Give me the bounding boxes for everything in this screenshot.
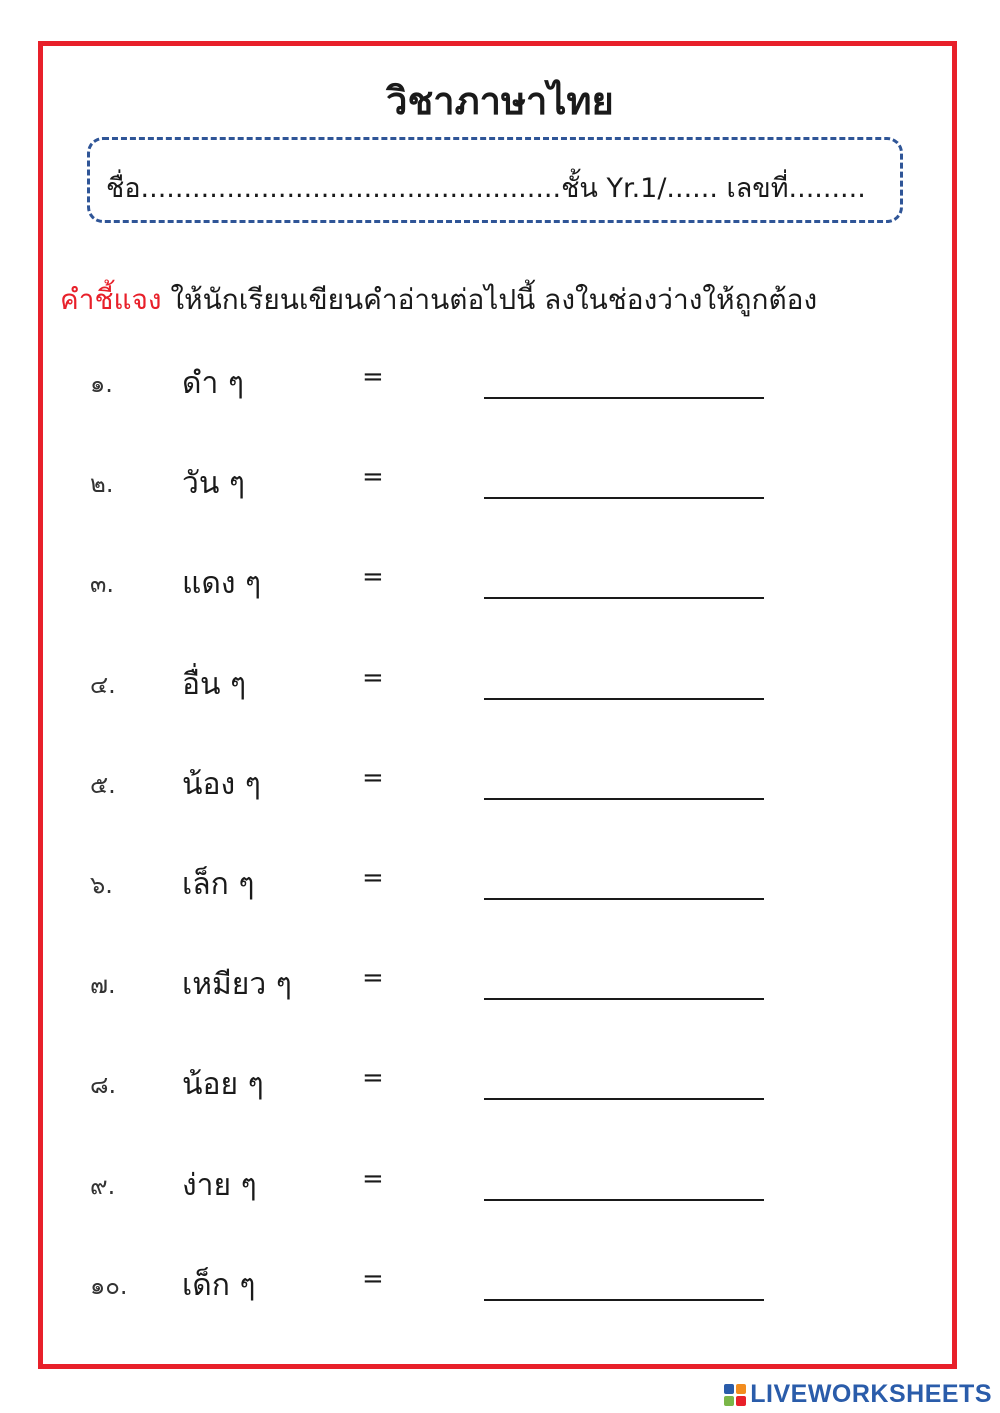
item-number: ๑๐. (90, 1271, 128, 1300)
equals-sign: = (362, 1163, 384, 1194)
item-word: เด็ก ๆ (182, 1267, 256, 1303)
item-number: ๗. (90, 971, 116, 1000)
answer-blank[interactable] (484, 597, 764, 599)
watermark-brand: LIVEWORKSHEETS (750, 1380, 992, 1408)
equals-sign: = (362, 362, 384, 392)
item-word: ดำ ๆ (182, 366, 244, 401)
item-number: ๖. (90, 870, 113, 899)
answer-blank[interactable] (484, 1199, 764, 1201)
equals-sign: = (362, 1263, 384, 1294)
equals-sign: = (362, 662, 384, 693)
equals-sign: = (362, 1063, 384, 1094)
exercise-item (0, 560, 1000, 660)
item-number: ๒. (90, 470, 114, 499)
answer-blank[interactable] (484, 898, 764, 900)
exercise-item (0, 360, 1000, 460)
item-word: เหมียว ๆ (182, 967, 292, 1003)
liveworksheets-logo-icon (724, 1384, 746, 1406)
item-word: น้อง ๆ (182, 766, 261, 802)
worksheet-title: วิชาภาษาไทย (386, 79, 614, 123)
exercise-item (0, 1262, 1000, 1362)
item-word: ง่าย ๆ (182, 1167, 257, 1203)
equals-sign: = (362, 963, 384, 994)
instruction (60, 278, 817, 322)
exercise-list (0, 360, 1000, 1362)
item-word: อื่น ๆ (182, 666, 247, 702)
exercise-item (0, 861, 1000, 961)
answer-blank[interactable] (484, 497, 764, 499)
exercise-item (0, 961, 1000, 1061)
instruction-label: คำชี้แจง (60, 283, 162, 316)
answer-blank[interactable] (484, 698, 764, 700)
equals-sign: = (362, 462, 384, 493)
item-number: ๙. (90, 1171, 116, 1200)
exercise-item (0, 460, 1000, 560)
exercise-item (0, 1162, 1000, 1262)
item-number: ๔. (90, 670, 116, 699)
item-word: วัน ๆ (182, 466, 246, 502)
liveworksheets-watermark (724, 1380, 992, 1409)
exercise-item (0, 761, 1000, 861)
item-number: ๘. (90, 1071, 117, 1100)
exercise-item (0, 661, 1000, 761)
equals-sign: = (362, 762, 384, 793)
exercise-item (0, 1061, 1000, 1161)
student-info-line: ชื่อ.................................................ชั้น Yr.1/...... เลขที่......... (106, 173, 866, 204)
item-word: แดง ๆ (182, 566, 262, 602)
item-number: ๕. (90, 770, 116, 799)
item-number: ๑. (90, 370, 113, 398)
equals-sign: = (362, 862, 384, 893)
answer-blank[interactable] (484, 397, 764, 399)
equals-sign: = (362, 562, 384, 593)
item-word: เล็ก ๆ (182, 866, 255, 902)
item-word: น้อย ๆ (182, 1067, 264, 1103)
item-number: ๓. (90, 570, 115, 599)
instruction-text: ให้นักเรียนเขียนคำอ่านต่อไปนี้ ลงในช่องว่างให้ถูกต้อง (161, 283, 818, 316)
answer-blank[interactable] (484, 1098, 764, 1100)
answer-blank[interactable] (484, 798, 764, 800)
answer-blank[interactable] (484, 998, 764, 1000)
answer-blank[interactable] (484, 1299, 764, 1301)
